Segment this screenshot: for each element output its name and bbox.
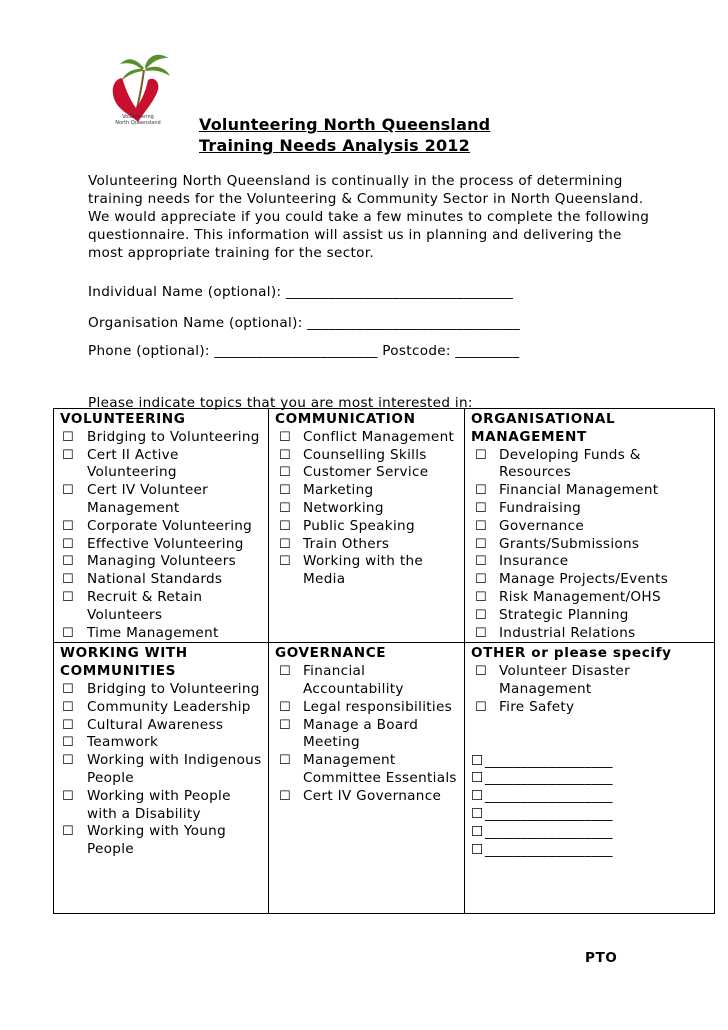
checkbox-item[interactable] [60, 571, 265, 589]
checkbox-icon[interactable]: ☐ [279, 717, 291, 733]
checkbox-item[interactable] [60, 482, 265, 518]
checkbox-icon[interactable]: ☐ [471, 823, 484, 840]
checkbox-icon[interactable]: ☐ [475, 664, 487, 680]
checkbox-icon[interactable]: ☐ [279, 465, 291, 481]
topics-grid [53, 408, 715, 914]
volunteering-list [60, 429, 265, 643]
checkbox-label: Community Leadership [87, 698, 251, 715]
blank-line[interactable]: __________________ [485, 770, 613, 787]
checkbox-item[interactable] [60, 625, 265, 643]
checkbox-item[interactable] [60, 699, 265, 717]
blank-line[interactable]: __________________ [485, 788, 613, 805]
other-list [471, 663, 711, 716]
checkbox-item[interactable] [60, 429, 265, 447]
checkbox-item[interactable] [471, 663, 711, 699]
checkbox-icon[interactable]: ☐ [62, 753, 74, 769]
checkbox-icon[interactable]: ☐ [279, 664, 291, 680]
checkbox-item[interactable] [275, 553, 461, 589]
logo-caption [108, 114, 168, 126]
checkbox-icon[interactable]: ☐ [475, 554, 487, 570]
checkbox-icon[interactable]: ☐ [475, 483, 487, 499]
checkbox-label: Train Others [303, 535, 390, 552]
checkbox-icon[interactable]: ☐ [62, 824, 74, 840]
checkbox-icon[interactable]: ☐ [62, 483, 74, 499]
checkbox-label: Governance [499, 517, 585, 534]
phone-field[interactable]: Phone (optional): _______________________ [88, 343, 378, 359]
checkbox-label: Customer Service [303, 464, 429, 481]
checkbox-icon[interactable]: ☐ [471, 752, 484, 769]
checkbox-icon[interactable]: ☐ [475, 518, 487, 534]
blank-line[interactable]: __________________ [485, 805, 613, 822]
checkbox-item[interactable] [275, 464, 461, 482]
checkbox-item[interactable] [275, 518, 461, 536]
checkbox-icon[interactable]: ☐ [62, 717, 74, 733]
checkbox-icon[interactable]: ☐ [62, 518, 74, 534]
checkbox-label: Effective Volunteering [87, 535, 244, 552]
checkbox-item[interactable] [60, 447, 265, 483]
checkbox-icon[interactable]: ☐ [471, 805, 484, 822]
blank-option[interactable] [471, 788, 711, 806]
communities-cell [54, 643, 269, 914]
checkbox-label: Working with Indigenous People [87, 752, 262, 786]
checkbox-item[interactable] [275, 717, 461, 753]
checkbox-item[interactable] [471, 571, 711, 589]
checkbox-icon[interactable]: ☐ [475, 607, 487, 623]
blank-option[interactable] [471, 842, 711, 860]
checkbox-item[interactable] [275, 536, 461, 554]
blank-line[interactable]: __________________ [485, 841, 613, 858]
checkbox-label: Working with the Media [303, 553, 424, 588]
checkbox-icon[interactable]: ☐ [475, 536, 487, 552]
intro-paragraph [88, 172, 658, 262]
checkbox-icon[interactable]: ☐ [62, 681, 74, 697]
organisational-cell [465, 409, 715, 643]
communities-header-2: COMMUNITIES [60, 663, 177, 680]
checkbox-label: Conflict Management [303, 428, 455, 445]
checkbox-item[interactable] [60, 518, 265, 536]
checkbox-icon[interactable]: ☐ [279, 788, 291, 804]
checkbox-icon[interactable]: ☐ [475, 625, 487, 641]
checkbox-label: Developing Funds & Resources [499, 446, 641, 481]
checkbox-item[interactable] [471, 482, 711, 500]
checkbox-label: Networking [303, 499, 384, 516]
checkbox-item[interactable] [60, 717, 265, 735]
spacer [471, 717, 711, 735]
palm-fronds [120, 55, 170, 80]
organisational-header-1: ORGANISATIONAL [471, 411, 616, 427]
checkbox-label: Cert IV Governance [303, 787, 442, 804]
governance-header: GOVERNANCE [275, 645, 387, 662]
checkbox-icon[interactable]: ☐ [279, 753, 291, 769]
checkbox-item[interactable] [60, 752, 265, 788]
checkbox-icon[interactable]: ☐ [475, 500, 487, 516]
checkbox-item[interactable] [275, 447, 461, 465]
checkbox-label: Financial Accountability [303, 663, 404, 697]
checkbox-icon[interactable]: ☐ [62, 554, 74, 570]
checkbox-item[interactable] [60, 681, 265, 699]
checkbox-item[interactable] [471, 500, 711, 518]
checkbox-icon[interactable]: ☐ [279, 518, 291, 534]
blank-option[interactable] [471, 770, 711, 788]
checkbox-icon[interactable]: ☐ [471, 841, 484, 858]
checkbox-icon[interactable]: ☐ [62, 572, 74, 588]
blank-option[interactable] [471, 806, 711, 824]
organisation-name-field[interactable]: Organisation Name (optional): ______________________________ [88, 315, 521, 331]
checkbox-icon[interactable]: ☐ [62, 447, 74, 463]
other-header: OTHER or please specify [471, 645, 672, 662]
topics-prompt: Please indicate topics that you are most interested in: [88, 395, 473, 411]
checkbox-label: Strategic Planning [499, 606, 629, 623]
governance-cell [269, 643, 465, 914]
checkbox-item[interactable] [60, 553, 265, 571]
checkbox-label: Insurance [499, 553, 569, 570]
checkbox-label: Industrial Relations [499, 624, 636, 641]
organisational-header-2: MANAGEMENT [471, 428, 587, 445]
checkbox-icon[interactable]: ☐ [62, 699, 74, 715]
checkbox-label: Grants/Submissions [499, 535, 640, 552]
checkbox-icon[interactable]: ☐ [279, 536, 291, 552]
checkbox-icon[interactable]: ☐ [62, 788, 74, 804]
title-line1: Volunteering North Queensland [199, 115, 491, 134]
checkbox-icon[interactable]: ☐ [475, 447, 487, 463]
checkbox-label: Teamwork [87, 734, 159, 751]
checkbox-item[interactable] [275, 752, 461, 788]
checkbox-label: National Standards [87, 571, 223, 588]
checkbox-label: Managing Volunteers [87, 553, 236, 570]
checkbox-icon[interactable]: ☐ [279, 699, 291, 715]
checkbox-item[interactable] [275, 663, 461, 699]
communities-list [60, 681, 265, 859]
governance-list [275, 663, 461, 805]
other-blank-lines [471, 753, 711, 860]
checkbox-item[interactable] [275, 699, 461, 717]
checkbox-item[interactable] [275, 429, 461, 447]
checkbox-item[interactable] [275, 788, 461, 806]
checkbox-label: Legal responsibilities [303, 698, 453, 715]
checkbox-label: Public Speaking [303, 517, 415, 534]
checkbox-item[interactable] [471, 553, 711, 571]
checkbox-label: Bridging to Volunteering [87, 428, 260, 445]
checkbox-label: Bridging to Volunteering [87, 680, 260, 697]
volunteering-header: VOLUNTEERING [60, 411, 186, 427]
communication-list [275, 429, 461, 589]
grid-row-1 [54, 409, 715, 643]
title-line2: Training Needs Analysis 2012 [199, 136, 470, 155]
checkbox-label: Recruit & Retain Volunteers [87, 588, 203, 623]
checkbox-icon[interactable]: ☐ [279, 554, 291, 570]
checkbox-item[interactable] [471, 607, 711, 625]
checkbox-label: Working with Young People [87, 823, 226, 858]
checkbox-item[interactable] [275, 500, 461, 518]
checkbox-item[interactable] [471, 699, 711, 717]
checkbox-icon[interactable]: ☐ [62, 735, 74, 751]
logo-caption-line1: Volunteering [122, 114, 154, 120]
checkbox-label: Corporate Volunteering [87, 517, 253, 534]
communication-cell [269, 409, 465, 643]
checkbox-item[interactable] [471, 536, 711, 554]
checkbox-icon[interactable]: ☐ [475, 589, 487, 605]
logo-caption-line2: North Queensland [115, 120, 161, 126]
grid-row-2 [54, 643, 715, 914]
checkbox-icon[interactable]: ☐ [279, 447, 291, 463]
checkbox-label: Time Management [87, 624, 219, 641]
communities-header-1: WORKING WITH [60, 645, 188, 662]
postcode-field[interactable]: Postcode: _________ [382, 343, 520, 359]
checkbox-item[interactable] [275, 482, 461, 500]
checkbox-icon[interactable]: ☐ [471, 770, 484, 787]
checkbox-icon[interactable]: ☐ [62, 589, 74, 605]
checkbox-label: Management Committee Essentials [303, 752, 457, 786]
checkbox-item[interactable] [471, 589, 711, 607]
checkbox-item[interactable] [60, 536, 265, 554]
checkbox-icon[interactable]: ☐ [475, 572, 487, 588]
checkbox-item[interactable] [471, 625, 711, 643]
checkbox-icon[interactable]: ☐ [279, 429, 291, 445]
checkbox-item[interactable] [60, 788, 265, 824]
checkbox-icon[interactable]: ☐ [62, 536, 74, 552]
checkbox-label: Manage a Board Meeting [303, 716, 419, 751]
checkbox-label: Working with People with a Disability [87, 787, 231, 822]
checkbox-label: Cultural Awareness [87, 716, 224, 733]
checkbox-icon[interactable]: ☐ [471, 788, 484, 805]
checkbox-item[interactable] [60, 734, 265, 752]
intro-text: Volunteering North Queensland is continually in the process of determining training needs for the Volunteering & Community Sector in North Queensland. We would appreciate if you could take a few minutes to complete the following questionnaire. This information will assist us in planning and delivering the most appropriate training for the sector. [88, 173, 650, 261]
pto-label: PTO [585, 950, 618, 966]
checkbox-icon[interactable]: ☐ [62, 429, 74, 445]
blank-option[interactable] [471, 824, 711, 842]
checkbox-icon[interactable]: ☐ [279, 483, 291, 499]
checkbox-item[interactable] [60, 823, 265, 859]
spacer [471, 735, 711, 753]
checkbox-icon[interactable]: ☐ [475, 699, 487, 715]
checkbox-label: Fire Safety [499, 698, 575, 715]
checkbox-label: Counselling Skills [303, 446, 427, 463]
phone-postcode-row [88, 342, 519, 360]
checkbox-label: Fundraising [499, 499, 582, 516]
checkbox-label: Marketing [303, 482, 374, 499]
blank-line[interactable]: __________________ [485, 823, 613, 840]
other-cell [465, 643, 715, 914]
checkbox-icon[interactable]: ☐ [279, 500, 291, 516]
checkbox-icon[interactable]: ☐ [62, 625, 74, 641]
checkbox-label: Cert IV Volunteer Management [87, 482, 209, 516]
checkbox-label: Volunteer Disaster Management [499, 663, 630, 697]
checkbox-item[interactable] [60, 589, 265, 625]
organisational-list [471, 447, 711, 643]
blank-line[interactable]: __________________ [485, 752, 613, 769]
checkbox-label: Risk Management/OHS [499, 588, 661, 605]
checkbox-label: Financial Management [499, 482, 659, 499]
blank-option[interactable] [471, 753, 711, 771]
checkbox-item[interactable] [471, 447, 711, 483]
checkbox-label: Manage Projects/Events [499, 571, 669, 588]
checkbox-label: Cert II Active Volunteering [87, 446, 179, 481]
checkbox-item[interactable] [471, 518, 711, 536]
volunteering-cell [54, 409, 269, 643]
individual-name-field[interactable]: Individual Name (optional): ________________________________ [88, 284, 514, 300]
communication-header: COMMUNICATION [275, 411, 416, 427]
